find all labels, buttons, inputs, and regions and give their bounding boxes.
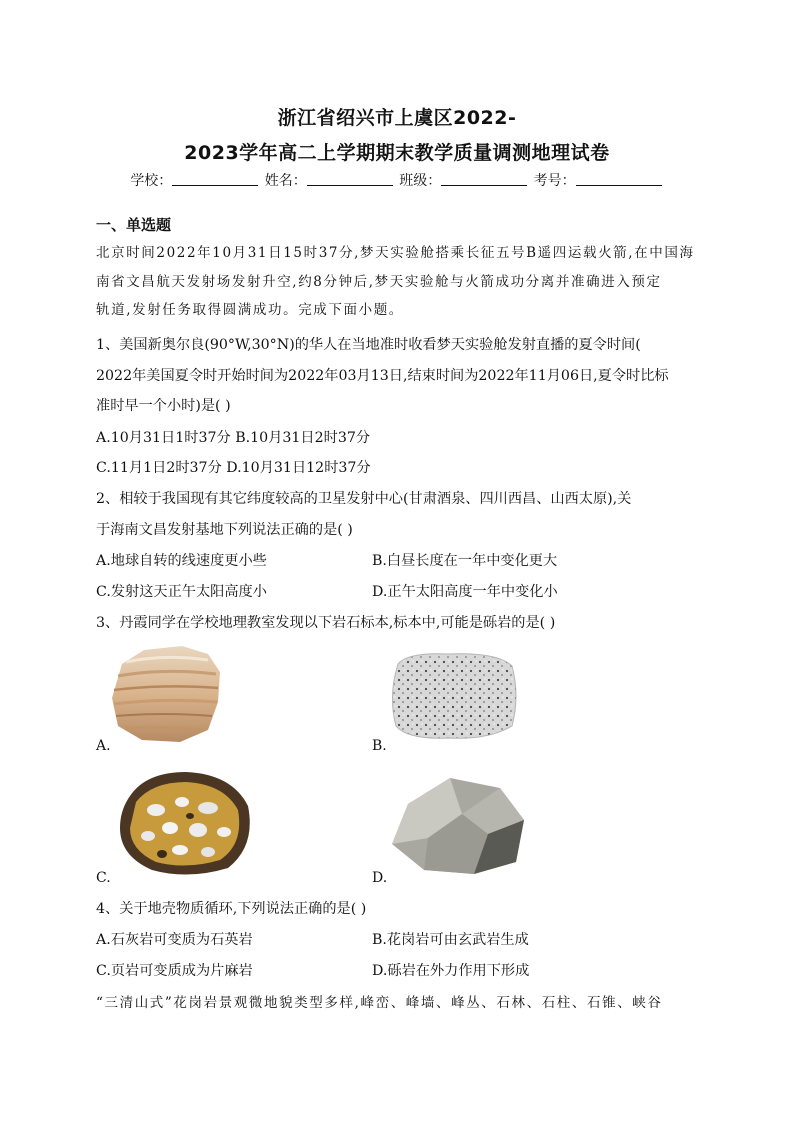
q3-stem: 3、丹霞同学在学校地理教室发现以下岩石标本,标本中,可能是砾岩的是( ) [96, 615, 556, 631]
student-info-row [0, 170, 794, 190]
q2-line-1: 2、相较于我国现有其它纬度较高的卫星发射中心(甘肃酒泉、四川西昌、山西太原),关 [96, 491, 632, 507]
q2-line-2: 于海南文昌发射基地下列说法正确的是( ) [96, 522, 353, 538]
q2-option-d: D.正午太阳高度一年中变化小 [372, 584, 558, 600]
q2-option-c: C.发射这天正午太阳高度小 [96, 584, 267, 600]
name-label: 姓名： [264, 173, 307, 189]
rock-a-image [104, 642, 226, 748]
q2-option-b: B.白昼长度在一年中变化更大 [372, 553, 558, 569]
q4-option-b: B.花岗岩可由玄武岩生成 [372, 932, 529, 948]
q1-options-cd: C.11月1日2时37分 D.10月31日12时37分 [96, 460, 371, 476]
passage1-line-3: 轨道,发射任务取得圆满成功。完成下面小题。 [96, 302, 404, 318]
passage1-line-2: 南省文昌航天发射场发射升空,约8分钟后,梦天实验舱与火箭成功分离并准确进入预定 [96, 274, 662, 290]
class-blank [441, 173, 527, 186]
title-line-2: 2023学年高二上学期期末教学质量调测地理试卷 [184, 142, 610, 164]
q4-stem: 4、关于地壳物质循环,下列说法正确的是( ) [96, 901, 367, 917]
q1-line-2: 2022年美国夏令时开始时间为2022年03月13日,结束时间为2022年11月06日,夏令时比标 [96, 368, 669, 384]
class-label: 班级： [399, 173, 442, 189]
q3-label-c: C. [96, 870, 111, 886]
name-blank [307, 173, 393, 186]
q4-option-a: A.石灰岩可变质为石英岩 [96, 932, 253, 948]
exam-no-label: 考号： [533, 173, 576, 189]
school-blank [172, 173, 258, 186]
school-label: 学校： [130, 173, 173, 189]
q1-line-1: 1、美国新奥尔良(90°W,30°N)的华人在当地准时收看梦天实验舱发射直播的夏令时间( [96, 337, 641, 353]
q4-option-c: C.页岩可变质成为片麻岩 [96, 963, 253, 979]
q1-line-3: 准时早一个小时)是( ) [96, 398, 231, 414]
passage1-line-1: 北京时间2022年10月31日15时37分,梦天实验舱搭乘长征五号B遥四运载火箭,在中国海 [96, 245, 695, 261]
section-heading: 一、单选题 [96, 216, 172, 234]
exam-no-blank [576, 173, 662, 186]
q3-label-b: B. [372, 738, 387, 754]
q3-label-a: A. [96, 738, 111, 754]
q4-option-d: D.砾岩在外力作用下形成 [372, 963, 530, 979]
rock-b-image [388, 650, 520, 742]
rock-d-image [388, 774, 528, 878]
q2-option-a: A.地球自转的线速度更小些 [96, 553, 267, 569]
title-line-1: 浙江省绍兴市上虞区2022- [277, 107, 517, 129]
q1-options-ab: A.10月31日1时37分 B.10月31日2时37分 [96, 430, 371, 446]
q3-label-d: D. [372, 870, 388, 886]
passage2-line-1: “三清山式”花岗岩景观微地貌类型多样,峰峦、峰墙、峰丛、石林、石柱、石锥、峡谷 [96, 995, 663, 1011]
rock-c-image [116, 766, 256, 880]
